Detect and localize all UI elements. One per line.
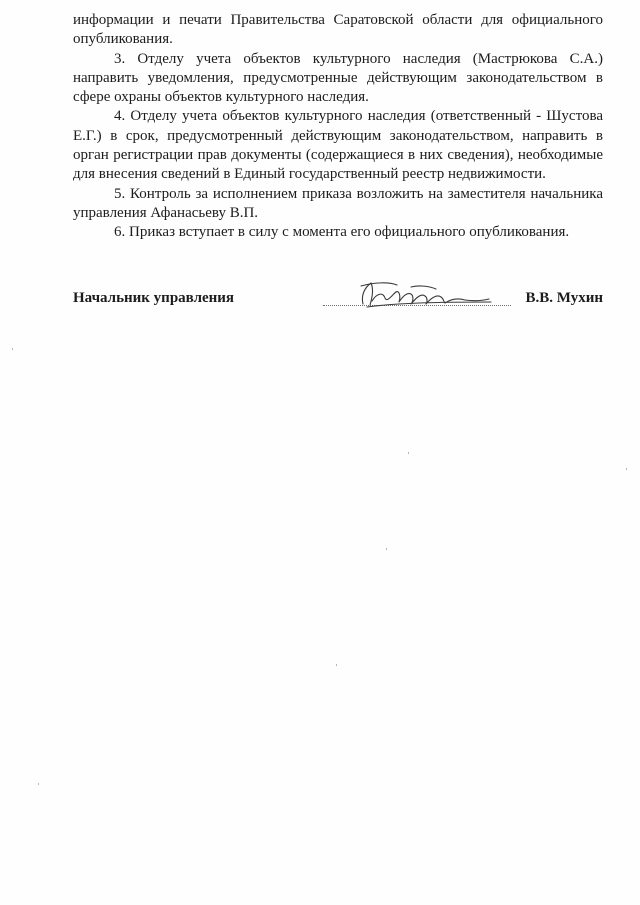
- scan-speck: [626, 468, 627, 470]
- paragraph-item-4: 4. Отделу учета объектов культурного наследия (ответственный - Шустова Е.Г.) в срок, предусмотренный действующим законодательством, направить в орган регистрации прав документы (содержащиеся в них сведения), необходимые для внесения сведений в Единый государственный реестр недвижимости.: [73, 108, 603, 183]
- signer-position-title: Начальник управления: [73, 290, 235, 306]
- document-body: [73, 11, 603, 243]
- scan-speck: [38, 783, 39, 785]
- paragraph-item-5: 5. Контроль за исполнением приказа возложить на заместителя начальника управления Афанасьеву В.П.: [73, 185, 603, 221]
- scan-speck: [336, 664, 337, 666]
- scan-speck: [386, 548, 387, 550]
- paragraph-item-6: 6. Приказ вступает в силу с момента его официального опубликования.: [114, 224, 570, 241]
- handwritten-signature-icon: [341, 281, 501, 309]
- paragraph-item-3: 3. Отделу учета объектов культурного наследия (Мастрюкова С.А.) направить уведомления, предусмотренные действующим законодательством в сфере охраны объектов культурного наследия.: [73, 50, 603, 106]
- signature-block: [73, 281, 603, 315]
- scan-speck: [408, 452, 409, 454]
- scan-speck: [12, 348, 13, 350]
- paragraph-continuation: информации и печати Правительства Саратовской области для официального опубликования.: [73, 12, 603, 48]
- signer-name: В.В. Мухин: [525, 290, 603, 306]
